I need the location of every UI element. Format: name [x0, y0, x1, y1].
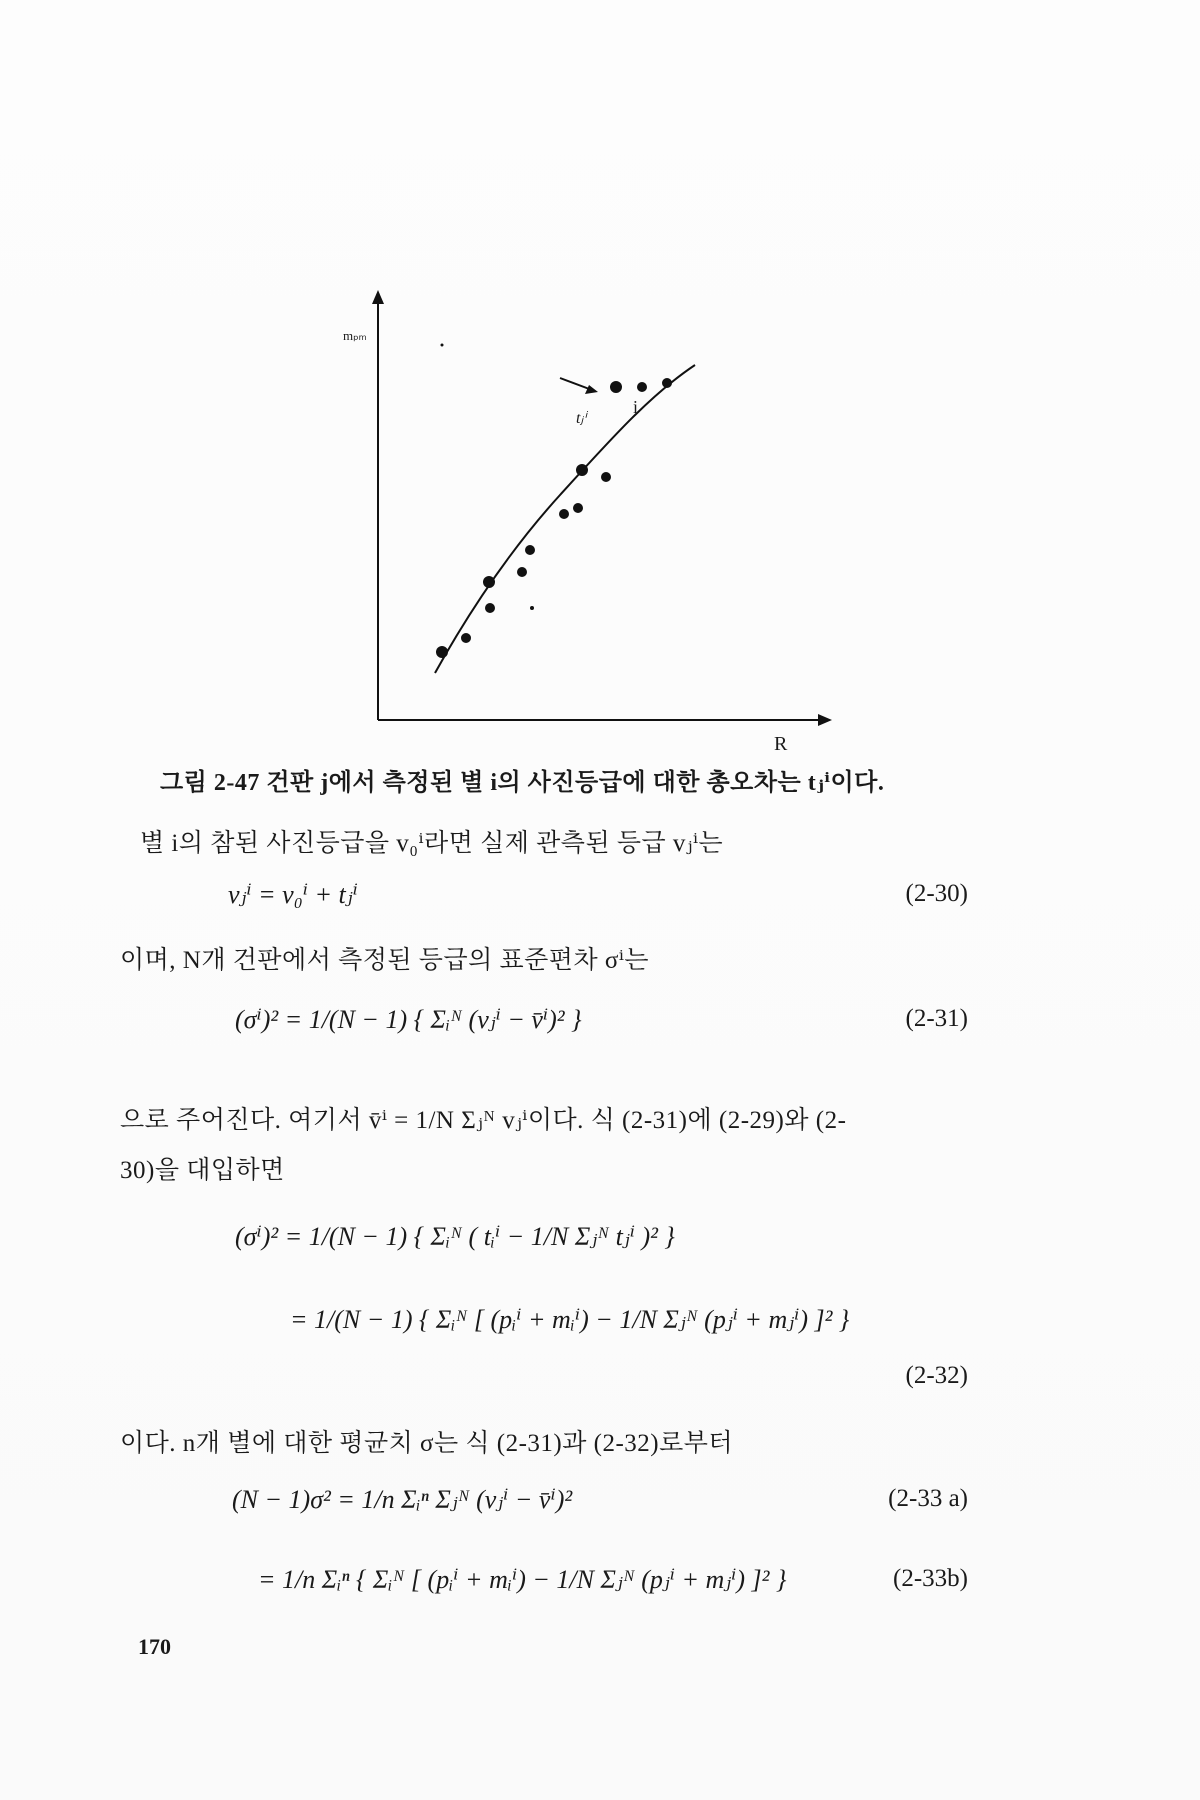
data-point [576, 464, 588, 476]
figure-caption: 그림 2-47 건판 j에서 측정된 별 i의 사진등급에 대한 총오차는 tⱼⁱ이다. [160, 770, 885, 796]
x-axis-arrow-icon [818, 714, 832, 726]
data-point [637, 382, 647, 392]
scatter-plot [360, 290, 860, 760]
point-label-i: i [633, 397, 639, 417]
equation-number-2-33b: (2-33b) [893, 1565, 968, 1592]
data-point [525, 545, 535, 555]
data-point [461, 633, 471, 643]
equation-number-2-33a: (2-33 a) [888, 1485, 968, 1512]
pointer-arrow-icon [585, 385, 598, 394]
data-point [530, 606, 534, 610]
equation-2-32-line1: (σⁱ)² = 1/(N − 1) { Σᵢᴺ ( tᵢⁱ − 1/N Σⱼᴺ tⱼⁱ )² } [235, 1222, 675, 1251]
data-point [559, 509, 569, 519]
equation-2-31: (σⁱ)² = 1/(N − 1) { Σᵢᴺ (vⱼⁱ − v̄ⁱ)² } [235, 1005, 582, 1034]
data-point [485, 603, 495, 613]
pointer-arrow [560, 378, 592, 390]
paragraph-4: 이다. n개 별에 대한 평균치 σ는 식 (2-31)과 (2-32)로부터 [120, 1430, 734, 1457]
equation-2-30: vⱼⁱ = v₀ⁱ + tⱼⁱ [228, 880, 358, 909]
paragraph-3-cont: 30)을 대입하면 [120, 1157, 285, 1184]
x-axis-label: R [774, 733, 788, 755]
equation-number-2-32: (2-32) [905, 1362, 968, 1389]
equation-number-2-30: (2-30) [905, 880, 968, 907]
fit-curve [435, 365, 695, 673]
paragraph-2: 이며, N개 건판에서 측정된 등급의 표준편차 σⁱ는 [120, 947, 650, 974]
data-point [441, 344, 444, 347]
data-point [436, 646, 448, 658]
scatter-figure [360, 290, 860, 760]
equation-2-33a: (N − 1)σ² = 1/n Σᵢⁿ Σⱼᴺ (vⱼⁱ − v̄ⁱ)² [232, 1485, 573, 1514]
y-axis-label: mₚₘ [343, 328, 367, 343]
data-point [517, 567, 527, 577]
paragraph-3: 으로 주어진다. 여기서 v̄ⁱ = 1/N Σⱼᴺ vⱼⁱ이다. 식 (2-31)에 (2-29)와 (2- [120, 1107, 847, 1134]
y-axis-arrow-icon [372, 290, 384, 304]
point-label-t: tⱼⁱ [576, 410, 587, 427]
page-number: 170 [138, 1634, 171, 1659]
data-point [573, 503, 583, 513]
paragraph-1: 별 i의 참된 사진등급을 v₀ⁱ라면 실제 관측된 등급 vⱼⁱ는 [140, 830, 724, 857]
equation-2-33b: = 1/n Σᵢⁿ { Σᵢᴺ [ (pᵢⁱ + mᵢⁱ) − 1/N Σⱼᴺ (pⱼⁱ + mⱼⁱ) ]² } [258, 1565, 787, 1594]
data-point [483, 576, 495, 588]
data-point [662, 378, 672, 388]
data-point [610, 381, 622, 393]
equation-number-2-31: (2-31) [905, 1005, 968, 1032]
equation-2-32-line2: = 1/(N − 1) { Σᵢᴺ [ (pᵢⁱ + mᵢⁱ) − 1/N Σⱼᴺ (pⱼⁱ + mⱼⁱ) ]² } [290, 1305, 850, 1334]
data-point [601, 472, 611, 482]
